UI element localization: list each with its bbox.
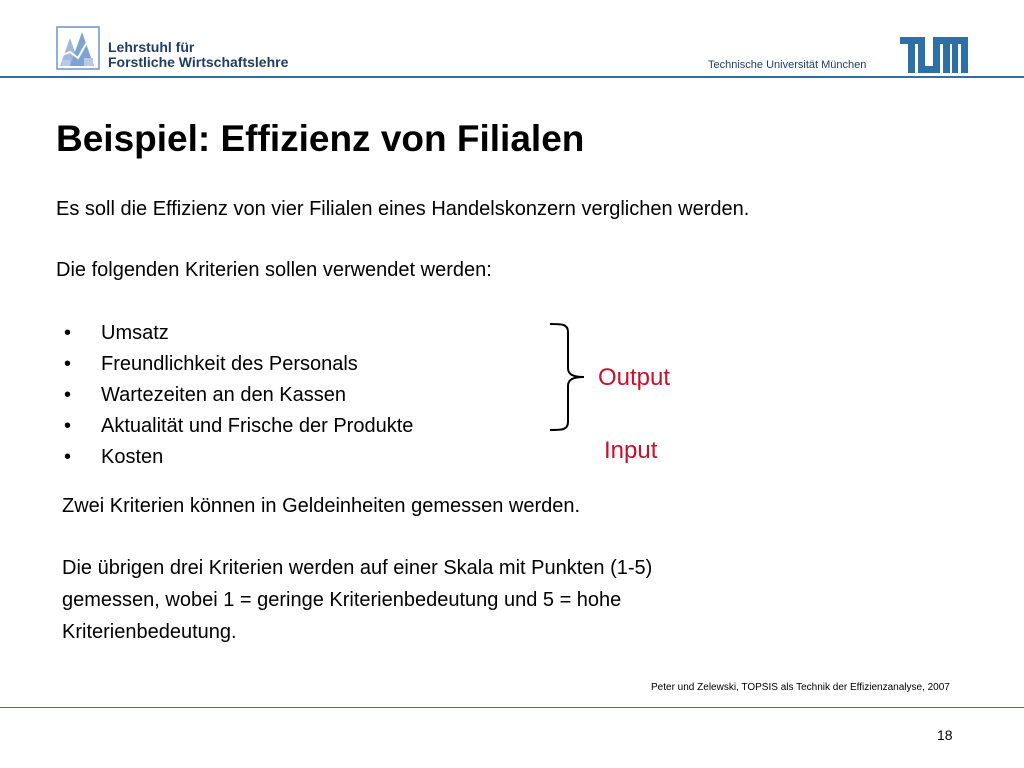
university-name: Technische Universität München <box>708 59 867 71</box>
paragraph-line: Kriterienbedeutung. <box>62 621 237 643</box>
bullet-point: • <box>64 353 72 375</box>
input-label: Input <box>604 437 658 464</box>
bullet-point: • <box>64 415 72 437</box>
forest-economics-logo-icon <box>56 26 100 70</box>
footer-divider <box>0 707 1024 708</box>
criteria-item <box>64 442 413 473</box>
criteria-item-label: Kosten <box>101 446 164 468</box>
paragraph-money-criteria: Zwei Kriterien können in Geldeinheiten gemessen werden. <box>62 495 581 517</box>
paragraph-line: gemessen, wobei 1 = geringe Kriterienbedeutung und 5 = hohe <box>62 589 622 611</box>
paragraph-line: Die übrigen drei Kriterien werden auf einer Skala mit Punkten (1-5) <box>62 557 653 579</box>
criteria-item-label: Aktualität und Frische der Produkte <box>101 415 414 437</box>
criteria-item <box>64 411 413 442</box>
criteria-item-label: Umsatz <box>101 322 169 344</box>
page-number: 18 <box>937 727 953 743</box>
curly-brace-icon <box>548 322 588 432</box>
chair-name-line1: Lehrstuhl für <box>108 39 195 55</box>
criteria-item-label: Wartezeiten an den Kassen <box>101 384 346 406</box>
chair-name <box>108 40 288 70</box>
source-citation: Peter und Zelewski, TOPSIS als Technik der Effizienzanalyse, 2007 <box>651 682 950 693</box>
criteria-item-label: Freundlichkeit des Personals <box>101 353 358 375</box>
criteria-item <box>64 318 413 349</box>
criteria-item <box>64 349 413 380</box>
bullet-point: • <box>64 446 72 468</box>
bullet-point: • <box>64 384 72 406</box>
tum-logo-icon <box>900 37 968 73</box>
header-divider <box>0 76 1024 78</box>
paragraph-scale-criteria <box>62 552 652 648</box>
bullet-point: • <box>64 322 72 344</box>
intro-text: Es soll die Effizienz von vier Filialen eines Handelskonzern verglichen werden. <box>56 198 750 220</box>
slide-title: Beispiel: Effizienz von Filialen <box>56 118 585 159</box>
criteria-item <box>64 380 413 411</box>
chair-name-line2: Forstliche Wirtschaftslehre <box>108 54 289 70</box>
output-label: Output <box>598 364 671 391</box>
criteria-list <box>64 318 413 473</box>
criteria-intro-text: Die folgenden Kriterien sollen verwendet werden: <box>56 259 492 281</box>
